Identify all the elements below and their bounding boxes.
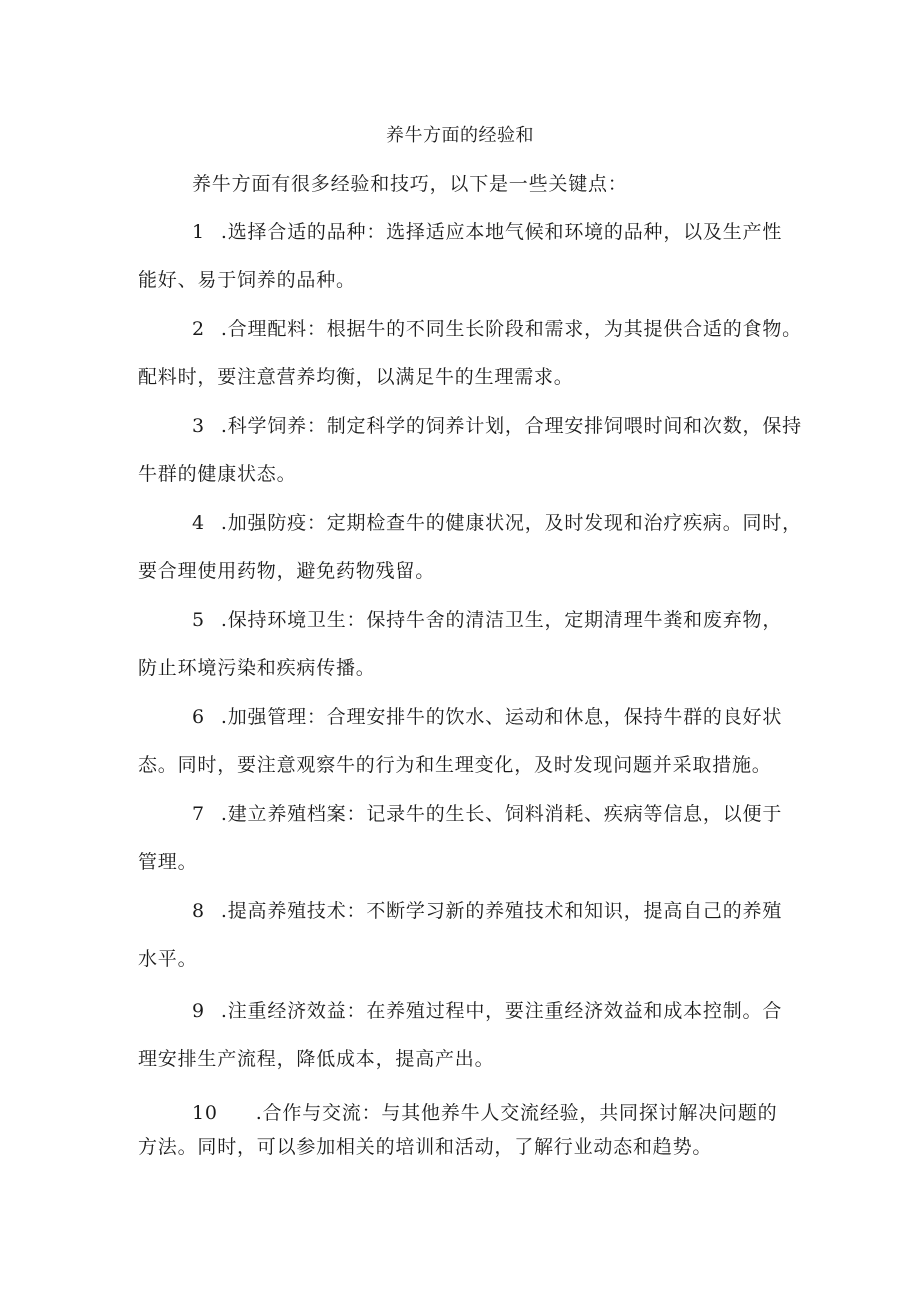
document-title: 养牛方面的经验和 — [386, 125, 534, 146]
item-number: 2 — [192, 318, 205, 340]
item-text: .加强防疫：定期检查牛的健康状况，及时发现和治疗疾病。同时， — [220, 512, 802, 534]
list-item — [138, 1096, 788, 1164]
item-text-continued: 管理。 — [138, 851, 198, 873]
item-text-continued: 能好、易于饲养的品种。 — [138, 269, 356, 291]
item-text: .注重经济效益：在养殖过程中，要注重经济效益和成本控制。合 — [220, 1000, 783, 1022]
item-text: .保持环境卫生：保持牛舍的清洁卫生，定期清理牛粪和废弃物， — [220, 609, 783, 631]
list-item — [138, 887, 788, 983]
item-text-continued: 态。同时，要注意观察牛的行为和生理变化，及时发现问题并采取措施。 — [138, 754, 772, 776]
list-item — [138, 987, 788, 1083]
item-number: 6 — [192, 706, 205, 728]
item-text: .科学饲养：制定科学的饲养计划，合理安排饲喂时间和次数，保持 — [220, 415, 802, 437]
item-text: .合作与交流：与其他养牛人交流经验，共同探讨解决问题的 — [255, 1102, 778, 1124]
list-item — [138, 790, 788, 886]
intro-paragraph: 养牛方面有很多经验和技巧，以下是一些关键点： — [192, 173, 628, 195]
item-text-continued: 方法。同时，可以参加相关的培训和活动，了解行业动态和趋势。 — [138, 1136, 713, 1158]
item-number: 4 — [192, 512, 205, 534]
item-number: 1 — [192, 221, 205, 243]
item-number: 3 — [192, 415, 205, 437]
list-item — [138, 693, 788, 789]
item-text: .提高养殖技术：不断学习新的养殖技术和知识，提高自己的养殖 — [220, 900, 783, 922]
item-text: .合理配料：根据牛的不同生长阶段和需求，为其提供合适的食物。 — [220, 318, 802, 340]
list-item — [138, 402, 802, 498]
item-number: 8 — [192, 900, 205, 922]
item-text-continued: 配料时，要注意营养均衡，以满足牛的生理需求。 — [138, 366, 574, 388]
item-number: 5 — [192, 609, 205, 631]
item-text: .选择合适的品种：选择适应本地气候和环境的品种，以及生产性 — [220, 221, 783, 243]
item-text-continued: 水平。 — [138, 948, 198, 970]
item-text-continued: 要合理使用药物，避免药物残留。 — [138, 560, 436, 582]
item-number: 7 — [192, 803, 205, 825]
item-text: .加强管理：合理安排牛的饮水、运动和休息，保持牛群的良好状 — [220, 706, 783, 728]
item-text-continued: 理安排生产流程，降低成本，提高产出。 — [138, 1048, 495, 1070]
item-text: .建立养殖档案：记录牛的生长、饲料消耗、疾病等信息，以便于 — [220, 803, 783, 825]
list-item — [138, 305, 802, 401]
item-number: 10 — [192, 1102, 218, 1124]
item-text-continued: 牛群的健康状态。 — [138, 463, 297, 485]
list-item — [138, 596, 788, 692]
item-text-continued: 防止环境污染和疾病传播。 — [138, 657, 376, 679]
list-item — [138, 499, 802, 595]
list-item — [138, 208, 788, 304]
item-number: 9 — [192, 1000, 205, 1022]
